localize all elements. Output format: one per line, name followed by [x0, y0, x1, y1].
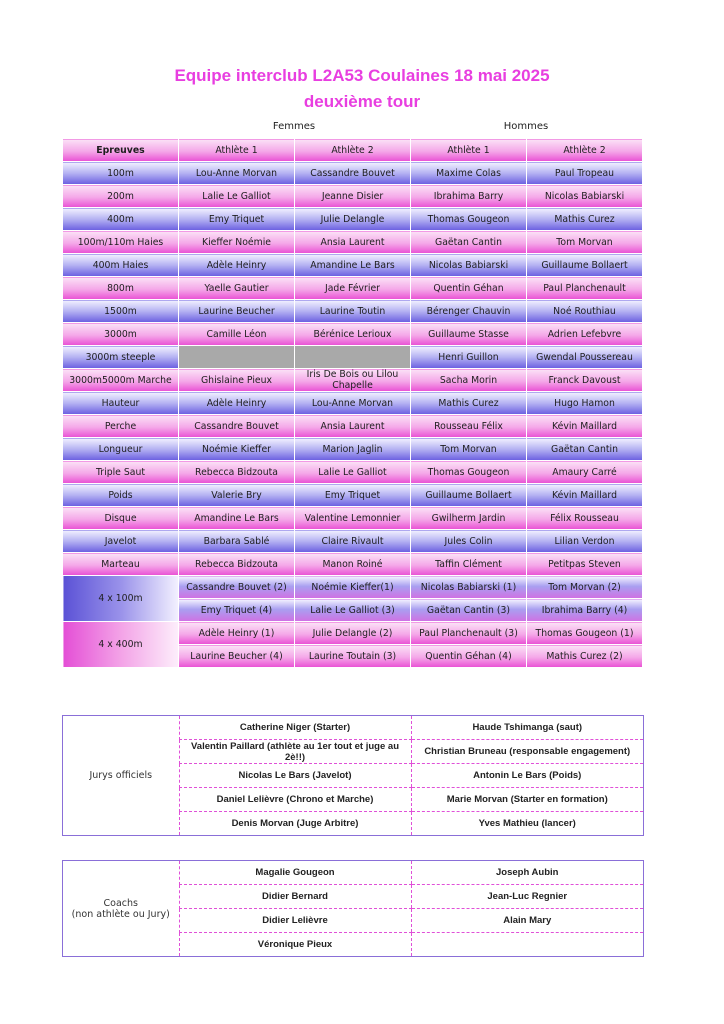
- athlete-cell: Guillaume Bollaert: [527, 254, 643, 277]
- athlete-cell: Amaury Carré: [527, 461, 643, 484]
- relay-athlete-cell: Laurine Beucher (4): [179, 645, 295, 668]
- table-row: [63, 231, 643, 254]
- athlete-cell: Tom Morvan: [411, 438, 527, 461]
- athlete-cell: [295, 346, 411, 369]
- events-table: [62, 138, 643, 668]
- athlete-cell: Rebecca Bidzouta: [179, 553, 295, 576]
- relay-athlete-cell: Quentin Géhan (4): [411, 645, 527, 668]
- coachs-label-line1: Coachs: [103, 897, 138, 909]
- relay-athlete-cell: Julie Delangle (2): [295, 622, 411, 645]
- athlete-cell: Amandine Le Bars: [179, 507, 295, 530]
- athlete-cell: Petitpas Steven: [527, 553, 643, 576]
- athlete-cell: Tom Morvan: [527, 231, 643, 254]
- athlete-cell: Lilian Verdon: [527, 530, 643, 553]
- jury-member: Marie Morvan (Starter en formation): [411, 788, 643, 812]
- jury-label: Jurys officiels: [89, 770, 153, 781]
- event-cell: Disque: [63, 507, 179, 530]
- relay-athlete-cell: Tom Morvan (2): [527, 576, 643, 599]
- event-cell: Javelot: [63, 530, 179, 553]
- athlete-cell: Noémie Kieffer: [179, 438, 295, 461]
- coachs-box: [62, 860, 644, 957]
- athlete-cell: Guillaume Bollaert: [411, 484, 527, 507]
- athlete-cell: Paul Planchenault: [527, 277, 643, 300]
- coach-member: Didier Bernard: [179, 885, 411, 909]
- athlete-cell: Sacha Morin: [411, 369, 527, 392]
- table-row: [63, 461, 643, 484]
- table-header-row: [63, 139, 643, 162]
- event-cell: Marteau: [63, 553, 179, 576]
- athlete-cell: Thomas Gougeon: [411, 461, 527, 484]
- athlete-cell: Emy Triquet: [179, 208, 295, 231]
- athlete-cell: Mathis Curez: [411, 392, 527, 415]
- table-row: [63, 208, 643, 231]
- athlete-cell: Adèle Heinry: [179, 392, 295, 415]
- event-cell: 100m: [63, 162, 179, 185]
- relay-athlete-cell: Ibrahima Barry (4): [527, 599, 643, 622]
- coach-member: Jean-Luc Regnier: [411, 885, 643, 909]
- event-cell: 800m: [63, 277, 179, 300]
- athlete-cell: Gaëtan Cantin: [411, 231, 527, 254]
- athlete-cell: Gwendal Poussereau: [527, 346, 643, 369]
- page-subtitle: deuxième tour: [303, 92, 421, 111]
- relay-athlete-cell: Laurine Toutain (3): [295, 645, 411, 668]
- athlete-cell: Maxime Colas: [411, 162, 527, 185]
- athlete-cell: Yaelle Gautier: [179, 277, 295, 300]
- coachs-label: [63, 861, 179, 956]
- table-row: [63, 553, 643, 576]
- athlete-cell: Mathis Curez: [527, 208, 643, 231]
- jury-member: Valentin Paillard (athlète au 1er tout et juge au 2è!!): [179, 740, 411, 764]
- event-cell: Longueur: [63, 438, 179, 461]
- athlete-cell: Lalie Le Galliot: [179, 185, 295, 208]
- athlete-cell: Félix Rousseau: [527, 507, 643, 530]
- athlete-cell: Henri Guillon: [411, 346, 527, 369]
- table-row: [63, 392, 643, 415]
- jury-member: Haude Tshimanga (saut): [411, 716, 643, 740]
- athlete-cell: Bérénice Lerioux: [295, 323, 411, 346]
- athlete-cell: Marion Jaglin: [295, 438, 411, 461]
- jury-member: Daniel Lelièvre (Chrono et Marche): [179, 788, 411, 812]
- coachs-label-line2: (non athlète ou Jury): [71, 908, 170, 920]
- coach-member: Véronique Pieux: [179, 933, 411, 957]
- event-cell: Triple Saut: [63, 461, 179, 484]
- coach-member: Didier Lelièvre: [179, 909, 411, 933]
- table-row: [63, 162, 643, 185]
- event-cell: 100m/110m Haies: [63, 231, 179, 254]
- athlete-cell: Camille Léon: [179, 323, 295, 346]
- jury-member: Yves Mathieu (lancer): [411, 812, 643, 836]
- coach-member: [411, 933, 643, 957]
- athlete-cell: Cassandre Bouvet: [179, 415, 295, 438]
- event-cell: 3000m steeple: [63, 346, 179, 369]
- athlete-cell: Taffin Clément: [411, 553, 527, 576]
- athlete-cell: Valerie Bry: [179, 484, 295, 507]
- relay-athlete-cell: Gaëtan Cantin (3): [411, 599, 527, 622]
- athlete-cell: Nicolas Babiarski: [527, 185, 643, 208]
- table-row: [63, 346, 643, 369]
- header-athlete: Athlète 1: [411, 139, 527, 162]
- relay-athlete-cell: Nicolas Babiarski (1): [411, 576, 527, 599]
- header-athlete: Athlète 1: [179, 139, 295, 162]
- relay-athlete-cell: Cassandre Bouvet (2): [179, 576, 295, 599]
- event-cell: Poids: [63, 484, 179, 507]
- group-hommes: Hommes: [503, 121, 549, 132]
- athlete-cell: Gwilherm Jardin: [411, 507, 527, 530]
- athlete-cell: Julie Delangle: [295, 208, 411, 231]
- page-title: Equipe interclub L2A53 Coulaines 18 mai 2025: [174, 66, 550, 85]
- event-cell: 400m: [63, 208, 179, 231]
- athlete-cell: Lalie Le Galliot: [295, 461, 411, 484]
- relay-athlete-cell: Mathis Curez (2): [527, 645, 643, 668]
- relay-athlete-cell: Noémie Kieffer(1): [295, 576, 411, 599]
- athlete-cell: Rebecca Bidzouta: [179, 461, 295, 484]
- jury-member: Christian Bruneau (responsable engagement): [411, 740, 643, 764]
- relay-athlete-cell: Emy Triquet (4): [179, 599, 295, 622]
- athlete-cell: Thomas Gougeon: [411, 208, 527, 231]
- event-cell: 3000m5000m Marche: [63, 369, 179, 392]
- table-row: [63, 507, 643, 530]
- athlete-cell: Ghislaine Pieux: [179, 369, 295, 392]
- athlete-cell: Emy Triquet: [295, 484, 411, 507]
- table-row: [63, 438, 643, 461]
- table-row: [63, 484, 643, 507]
- athlete-cell: Jules Colin: [411, 530, 527, 553]
- athlete-cell: Manon Roiné: [295, 553, 411, 576]
- group-femmes: Femmes: [272, 121, 316, 132]
- event-cell: Perche: [63, 415, 179, 438]
- athlete-cell: Lou-Anne Morvan: [295, 392, 411, 415]
- relay-row: [63, 622, 643, 645]
- athlete-cell: Cassandre Bouvet: [295, 162, 411, 185]
- athlete-cell: Lou-Anne Morvan: [179, 162, 295, 185]
- header-athlete: Athlète 2: [295, 139, 411, 162]
- event-cell: Hauteur: [63, 392, 179, 415]
- jury-box: [62, 715, 644, 836]
- header-epreuves: Epreuves: [63, 139, 179, 162]
- relay-athlete-cell: Paul Planchenault (3): [411, 622, 527, 645]
- athlete-cell: Amandine Le Bars: [295, 254, 411, 277]
- athlete-cell: Iris De Bois ou Lilou Chapelle: [295, 369, 411, 392]
- athlete-cell: Gaëtan Cantin: [527, 438, 643, 461]
- jury-member: Denis Morvan (Juge Arbitre): [179, 812, 411, 836]
- athlete-cell: Adèle Heinry: [179, 254, 295, 277]
- athlete-cell: Kieffer Noémie: [179, 231, 295, 254]
- table-row: [63, 254, 643, 277]
- header-athlete: Athlète 2: [527, 139, 643, 162]
- coach-member: Alain Mary: [411, 909, 643, 933]
- athlete-cell: Bérenger Chauvin: [411, 300, 527, 323]
- athlete-cell: Hugo Hamon: [527, 392, 643, 415]
- relay-row: [63, 576, 643, 599]
- relay-event-cell: 4 x 400m: [63, 622, 179, 668]
- jury-member: Nicolas Le Bars (Javelot): [179, 764, 411, 788]
- event-cell: 400m Haies: [63, 254, 179, 277]
- athlete-cell: Laurine Toutin: [295, 300, 411, 323]
- athlete-cell: Paul Tropeau: [527, 162, 643, 185]
- relay-athlete-cell: Lalie Le Galliot (3): [295, 599, 411, 622]
- table-row: [63, 530, 643, 553]
- athlete-cell: Barbara Sablé: [179, 530, 295, 553]
- jury-member: Antonin Le Bars (Poids): [411, 764, 643, 788]
- athlete-cell: Quentin Géhan: [411, 277, 527, 300]
- event-cell: 3000m: [63, 323, 179, 346]
- athlete-cell: Rousseau Félix: [411, 415, 527, 438]
- athlete-cell: Ansia Laurent: [295, 415, 411, 438]
- athlete-cell: Kévin Maillard: [527, 415, 643, 438]
- athlete-cell: Kévin Maillard: [527, 484, 643, 507]
- athlete-cell: Valentine Lemonnier: [295, 507, 411, 530]
- table-row: [63, 185, 643, 208]
- event-cell: 200m: [63, 185, 179, 208]
- table-row: [63, 277, 643, 300]
- table-row: [63, 323, 643, 346]
- relay-athlete-cell: Thomas Gougeon (1): [527, 622, 643, 645]
- athlete-cell: Claire Rivault: [295, 530, 411, 553]
- relay-event-cell: 4 x 100m: [63, 576, 179, 622]
- table-row: [63, 369, 643, 392]
- athlete-cell: Nicolas Babiarski: [411, 254, 527, 277]
- athlete-cell: Noé Routhiau: [527, 300, 643, 323]
- event-cell: 1500m: [63, 300, 179, 323]
- relay-athlete-cell: Adèle Heinry (1): [179, 622, 295, 645]
- athlete-cell: Adrien Lefebvre: [527, 323, 643, 346]
- athlete-cell: Jade Février: [295, 277, 411, 300]
- jury-member: Catherine Niger (Starter): [179, 716, 411, 740]
- athlete-cell: Jeanne Disier: [295, 185, 411, 208]
- coach-member: Joseph Aubin: [411, 861, 643, 885]
- athlete-cell: Franck Davoust: [527, 369, 643, 392]
- athlete-cell: [179, 346, 295, 369]
- athlete-cell: Laurine Beucher: [179, 300, 295, 323]
- table-row: [63, 415, 643, 438]
- athlete-cell: Ibrahima Barry: [411, 185, 527, 208]
- coach-member: Magalie Gougeon: [179, 861, 411, 885]
- table-row: [63, 300, 643, 323]
- athlete-cell: Ansia Laurent: [295, 231, 411, 254]
- athlete-cell: Guillaume Stasse: [411, 323, 527, 346]
